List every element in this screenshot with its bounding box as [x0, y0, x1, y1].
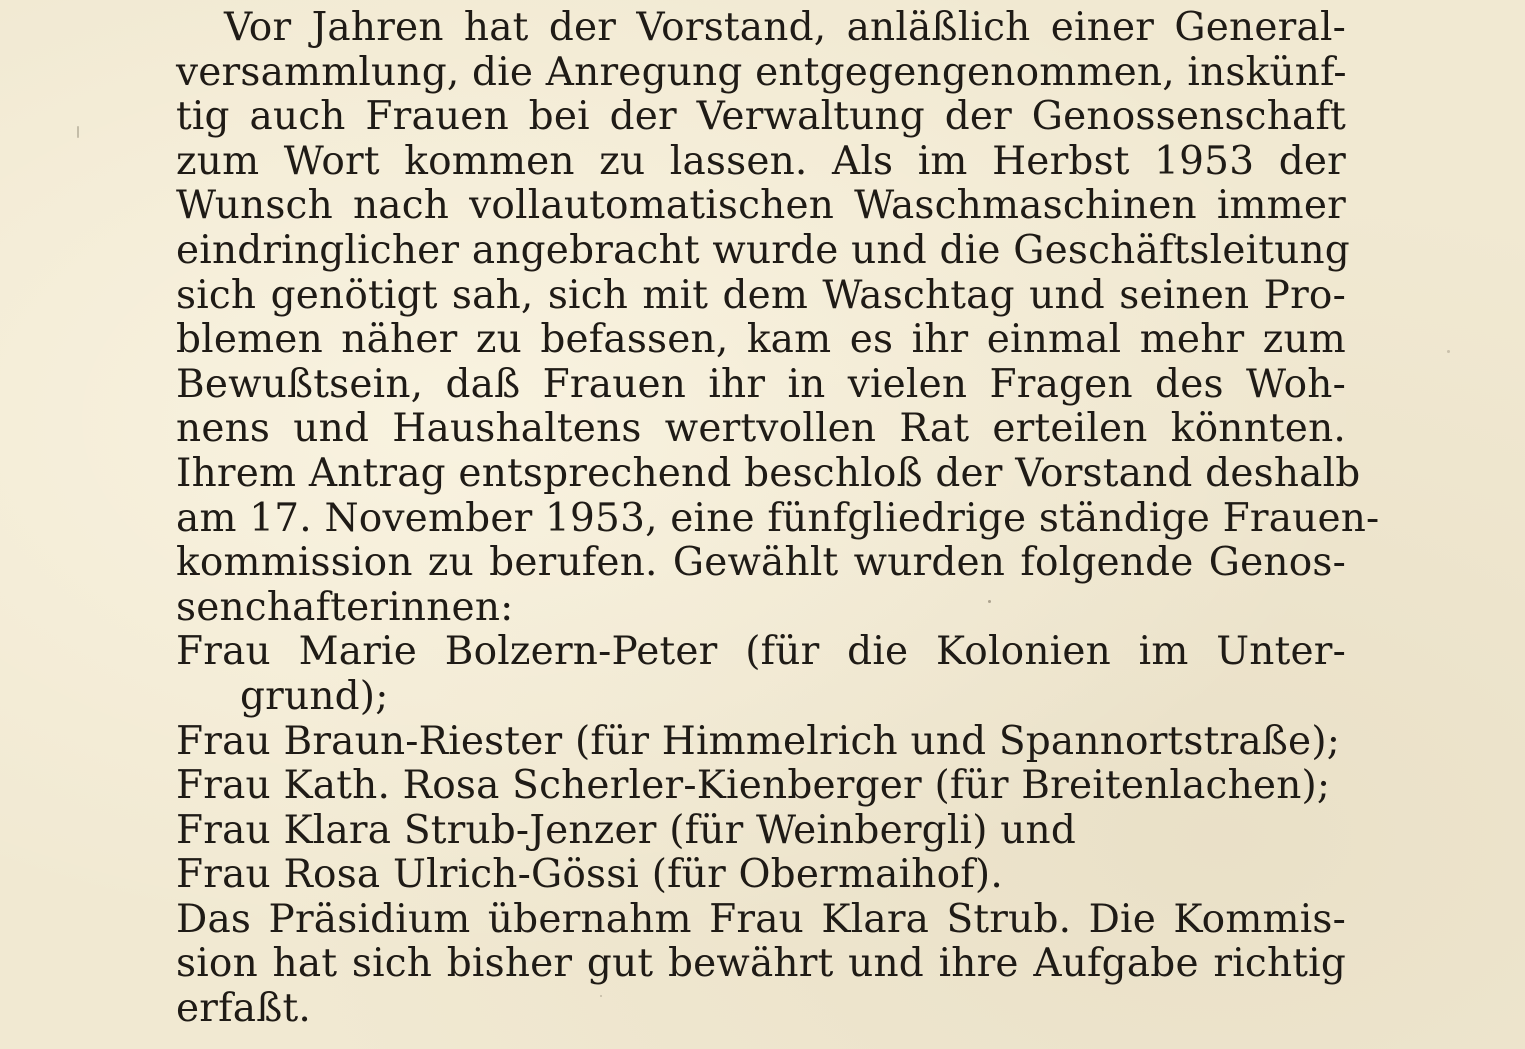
text-line: Wunsch nach vollautomatischen Waschmaschinen immer: [176, 183, 1346, 229]
body-text: [176, 5, 1380, 1032]
text-line: kommission zu berufen. Gewählt wurden folgende Genos-: [176, 540, 1346, 586]
text-line: Bewußtsein, daß Frauen ihr in vielen Fragen des Woh-: [176, 361, 1346, 407]
text-line: senchafterinnen:: [176, 584, 514, 630]
text-line: blemen näher zu befassen, kam es ihr einmal mehr zum: [176, 317, 1346, 363]
text-line: Vor Jahren hat der Vorstand, anläßlich einer General-: [224, 5, 1346, 50]
text-line: eindringlicher angebracht wurde und die Geschäftsleitung: [176, 227, 1350, 273]
text-line: versammlung, die Anregung entgegengenommen, inskünf-: [176, 49, 1347, 95]
paper-speck: [77, 126, 79, 138]
list-item-line: Frau Kath. Rosa Scherler-Kienberger (für Breitenlachen);: [176, 763, 1331, 809]
text-line: erfaßt.: [176, 986, 311, 1032]
text-line: am 17. November 1953, eine fünfgliedrige ständige Frauen-: [176, 495, 1380, 541]
text-line: zum Wort kommen zu lassen. Als im Herbst 1953 der: [176, 138, 1346, 184]
text-line: sich genötigt sah, sich mit dem Waschtag und seinen Pro-: [176, 272, 1346, 318]
text-line: tig auch Frauen bei der Verwaltung der Genossenschaft: [176, 94, 1346, 140]
list-item-line: Frau Klara Strub-Jenzer (für Weinbergli) und: [176, 807, 1077, 853]
text-line: Ihrem Antrag entsprechend beschloß der Vorstand deshalb: [176, 450, 1361, 496]
paper-speck: [1447, 350, 1450, 353]
list-item-line: Frau Rosa Ulrich-Gössi (für Obermaihof).: [176, 852, 1003, 898]
list-item-line: Frau Braun-Riester (für Himmelrich und Spannortstraße);: [176, 718, 1341, 764]
list-item-continuation: grund);: [240, 673, 389, 719]
list-item-line: Frau Marie Bolzern-Peter (für die Kolonien im Unter-: [176, 629, 1346, 675]
text-line: Das Präsidium übernahm Frau Klara Strub. Die Kommis-: [176, 896, 1346, 942]
text-line: nens und Haushaltens wertvollen Rat erteilen könnten.: [176, 406, 1346, 452]
text-line: sion hat sich bisher gut bewährt und ihre Aufgabe richtig: [176, 941, 1346, 987]
